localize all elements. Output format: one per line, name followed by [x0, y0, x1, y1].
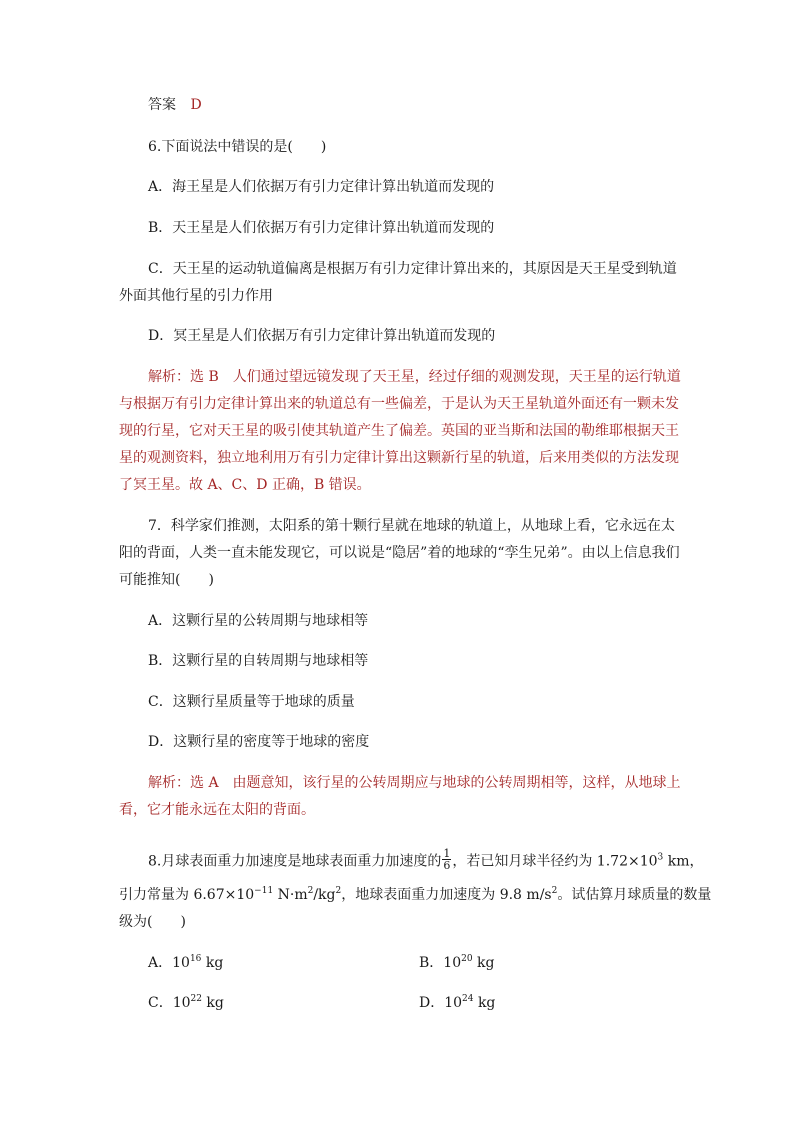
q7-option-c: C．这颗行星质量等于地球的质量	[148, 694, 355, 710]
previous-answer	[148, 95, 202, 115]
q7-analysis-line: 解析：选 A 由题意知，该行星的公转周期应与地球的公转周期相等，这样，从地球上	[148, 775, 681, 791]
q8-stem-text: ，地球表面重力加速度为 9.8 m/s	[341, 887, 552, 903]
q6-analysis-line: 星的观测资料，独立地利用万有引力定律计算出这颗新行星的轨道，后来用类似的方法发现	[119, 450, 679, 466]
option-text: B．10	[419, 955, 462, 971]
fraction-denominator: 6	[443, 859, 451, 872]
q6-analysis-line: 现的行星，它对天王星的吸引使其轨道产生了偏差。英国的亚当斯和法国的勒维耶根据天王	[119, 423, 679, 439]
answer-label: 答案	[148, 97, 176, 113]
q8-stem-line2	[119, 885, 711, 905]
option-text: D．10	[419, 995, 463, 1011]
option-unit: kg	[473, 995, 496, 1011]
option-text: A．10	[148, 955, 190, 971]
q8-stem-text: ，若已知月球半径约为 1.72×10	[452, 853, 658, 870]
q6-analysis-line: 了冥王星。故 A、C、D 正确，B 错误。	[119, 477, 371, 493]
q8-stem-text: km，	[663, 853, 704, 870]
q7-stem-line: 可能推知( )	[119, 572, 214, 588]
exponent: 2	[335, 886, 342, 896]
q6-analysis-line: 解析：选 B 人们通过望远镜发现了天王星，经过仔细的观测发现，天王星的运行轨道	[148, 369, 681, 385]
option-text: C．10	[148, 995, 191, 1011]
q8-option-b	[419, 953, 494, 973]
q6-analysis-line: 与根据万有引力定律计算出来的轨道总有一些偏差，于是认为天王星轨道外面还有一颗未发	[119, 396, 679, 412]
exponent: 2	[551, 886, 558, 896]
q6-option-c-line1: C．天王星的运动轨道偏离是根据万有引力定律计算出来的，其原因是天王星受到轨道	[148, 261, 677, 277]
q8-stem-text: 。试估算月球质量的数量	[557, 887, 712, 903]
q7-analysis-line: 看，它才能永远在太阳的背面。	[119, 802, 315, 818]
exponent: 16	[189, 954, 202, 964]
q6-option-d: D．冥王星是人们依据万有引力定律计算出轨道而发现的	[148, 328, 496, 344]
option-unit: kg	[201, 955, 224, 971]
q7-option-d: D．这颗行星的密度等于地球的密度	[148, 734, 370, 750]
q7-option-a: A．这颗行星的公转周期与地球相等	[148, 613, 369, 629]
q8-stem-text: 引力常量为 6.67×10	[119, 887, 255, 903]
q8-stem-text: /kg	[313, 887, 336, 903]
q7-stem-line: 阳的背面，人类一直未能发现它，可以说是“隐居”着的地球的“孪生兄弟”。由以上信息我们	[119, 545, 680, 561]
q8-stem-line1	[148, 847, 704, 873]
q7-stem-line: 7．科学家们推测，太阳系的第十颗行星就在地球的轨道上，从地球上看，它永远在太	[148, 518, 675, 534]
q8-option-a	[148, 953, 223, 973]
exponent: 22	[190, 994, 202, 1004]
q6-stem: 6.下面说法中错误的是( )	[148, 139, 327, 155]
q8-option-d	[419, 993, 495, 1013]
exponent: 24	[462, 994, 474, 1004]
q6-option-c-line2: 外面其他行星的引力作用	[119, 288, 273, 304]
fraction-one-sixth	[442, 848, 451, 871]
option-unit: kg	[472, 955, 495, 971]
q8-option-c	[148, 993, 224, 1013]
fraction-numerator: 1	[443, 847, 451, 860]
q6-option-b: B．天王星是人们依据万有引力定律计算出轨道而发现的	[148, 220, 495, 236]
q6-option-a: A．海王星是人们依据万有引力定律计算出轨道而发现的	[148, 179, 495, 195]
answer-value: D	[190, 97, 202, 113]
q8-stem-text: N·m	[273, 887, 308, 903]
q8-stem-line3: 级为( )	[119, 914, 186, 930]
option-unit: kg	[201, 995, 224, 1011]
exponent: 20	[461, 954, 473, 964]
exponent: −11	[254, 886, 274, 896]
exponent: 2	[307, 886, 314, 896]
exponent: 3	[657, 852, 664, 863]
q8-stem-text: 8.月球表面重力加速度是地球表面重力加速度的	[148, 853, 442, 870]
q7-option-b: B．这颗行星的自转周期与地球相等	[148, 653, 369, 669]
